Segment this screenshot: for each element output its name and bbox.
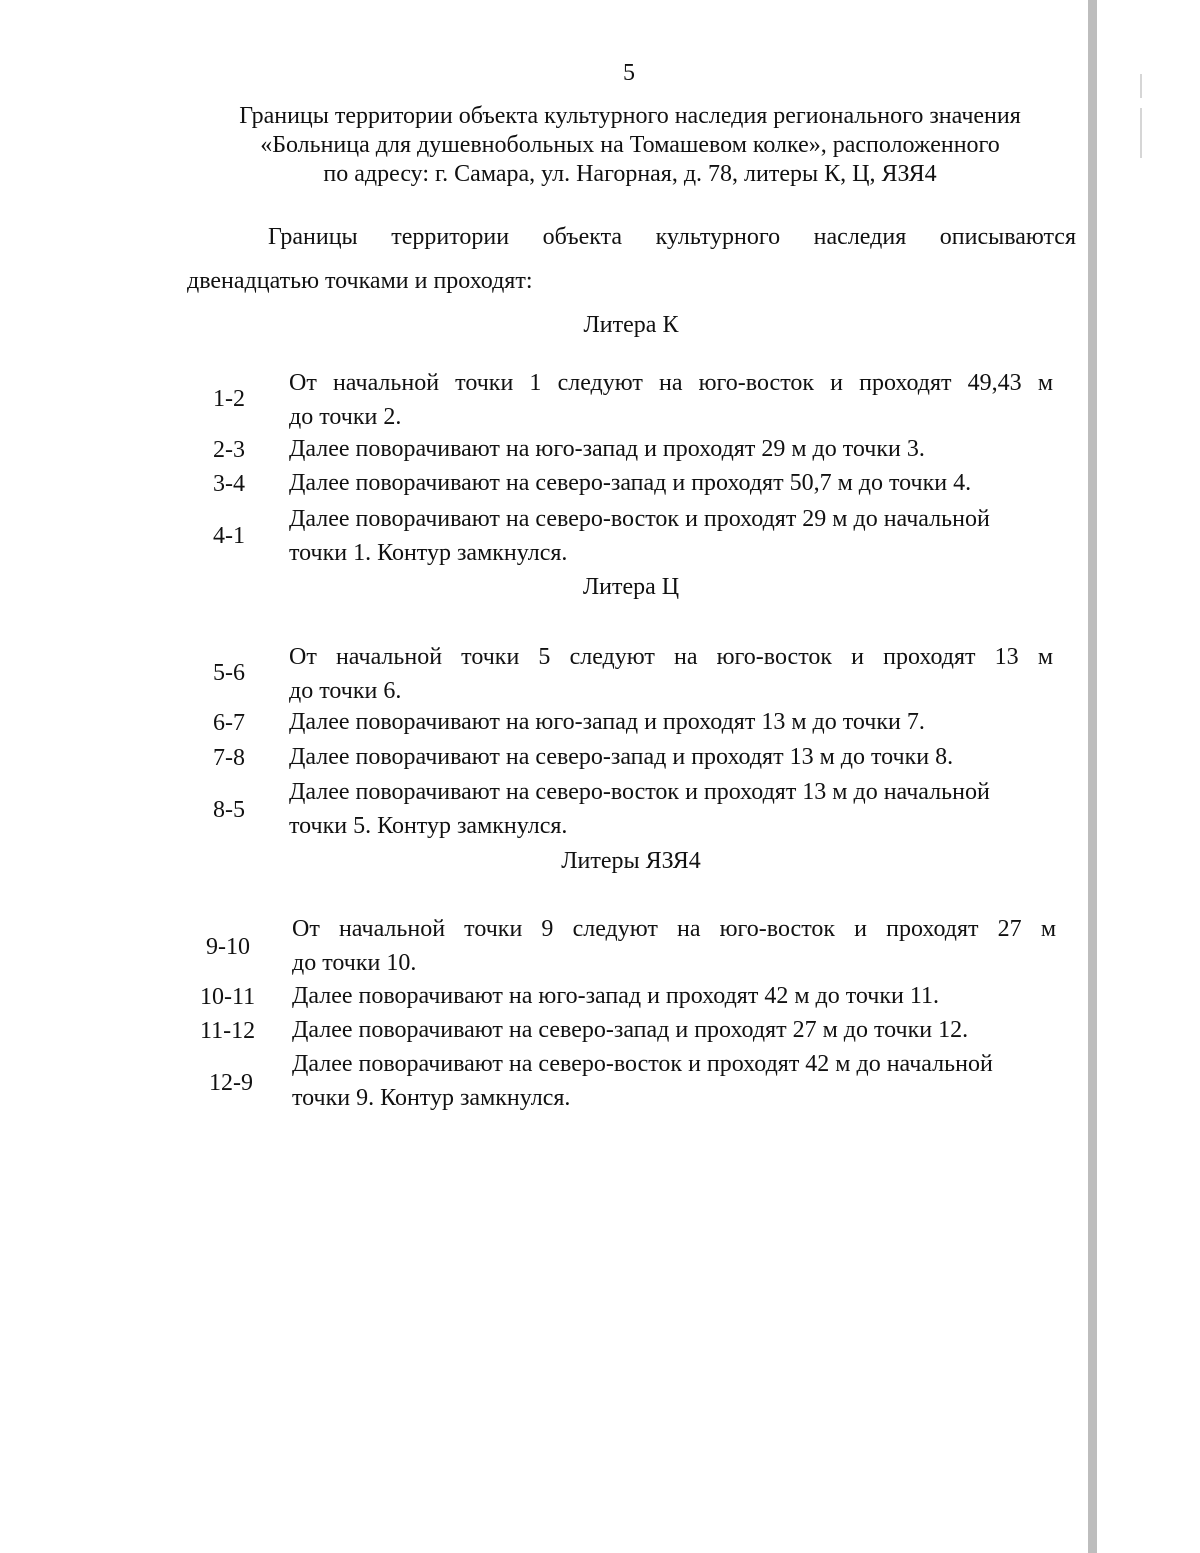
segment-description-line: Далее поворачивают на юго-запад и проходят 42 м до точки 11.	[292, 983, 939, 1009]
segment-description-line: точки 9. Контур замкнулся.	[292, 1085, 571, 1111]
segment-description-line: От начальной точки 5 следуют на юго-восток и проходят 13 м	[289, 644, 1053, 670]
title-line: «Больница для душевнобольных на Томашевом колке», расположенного	[260, 132, 1000, 158]
segment-description-line: Далее поворачивают на северо-запад и проходят 50,7 м до точки 4.	[289, 470, 972, 496]
segment-description-line: От начальной точки 1 следуют на юго-восток и проходят 49,43 м	[289, 370, 1053, 396]
section-heading: Литера Ц	[582, 574, 680, 600]
segment-label: 4-1	[213, 523, 245, 549]
segment-description-line: Далее поворачивают на северо-восток и проходят 42 м до начальной	[292, 1051, 993, 1077]
page-number: 5	[623, 60, 635, 86]
segment-description-line: до точки 2.	[289, 404, 402, 430]
segment-description-line: точки 5. Контур замкнулся.	[289, 813, 568, 839]
segment-label: 6-7	[213, 710, 245, 736]
segment-description-line: Далее поворачивают на северо-восток и проходят 29 м до начальной	[289, 506, 990, 532]
scan-mark	[1140, 108, 1142, 158]
document-title	[200, 102, 1060, 189]
segment-label: 7-8	[213, 745, 245, 771]
segment-description-line: Далее поворачивают на юго-запад и проходят 29 м до точки 3.	[289, 436, 925, 462]
segment-description-line: точки 1. Контур замкнулся.	[289, 540, 568, 566]
section-heading: Литеры ЯЗЯ4	[561, 848, 701, 874]
segment-label: 12-9	[209, 1070, 253, 1096]
segment-description-line: От начальной точки 9 следуют на юго-восток и проходят 27 м	[292, 916, 1056, 942]
segment-label: 8-5	[213, 797, 245, 823]
segment-description-line: до точки 6.	[289, 678, 402, 704]
segment-label: 10-11	[200, 984, 256, 1010]
segment-label: 1-2	[213, 386, 245, 412]
title-line: Границы территории объекта культурного наследия регионального значения	[239, 103, 1021, 129]
segment-description-line: до точки 10.	[292, 950, 417, 976]
segment-description-line: Далее поворачивают на северо-запад и проходят 13 м до точки 8.	[289, 744, 954, 770]
intro-paragraph-line: Границы территории объекта культурного наследия описываются	[268, 224, 1076, 250]
segment-label: 11-12	[200, 1018, 256, 1044]
scan-edge-shadow	[1088, 0, 1097, 1553]
intro-paragraph-line: двенадцатью точками и проходят:	[187, 268, 533, 294]
segment-label: 3-4	[213, 471, 245, 497]
segment-description-line: Далее поворачивают на северо-запад и проходят 27 м до точки 12.	[292, 1017, 969, 1043]
title-line: по адресу: г. Самара, ул. Нагорная, д. 78, литеры К, Ц, ЯЗЯ4	[323, 161, 937, 187]
segment-label: 9-10	[206, 934, 250, 960]
section-heading: Литера К	[583, 312, 679, 338]
segment-label: 5-6	[213, 660, 245, 686]
segment-label: 2-3	[213, 437, 245, 463]
segment-description-line: Далее поворачивают на северо-восток и проходят 13 м до начальной	[289, 779, 990, 805]
segment-description-line: Далее поворачивают на юго-запад и проходят 13 м до точки 7.	[289, 709, 925, 735]
